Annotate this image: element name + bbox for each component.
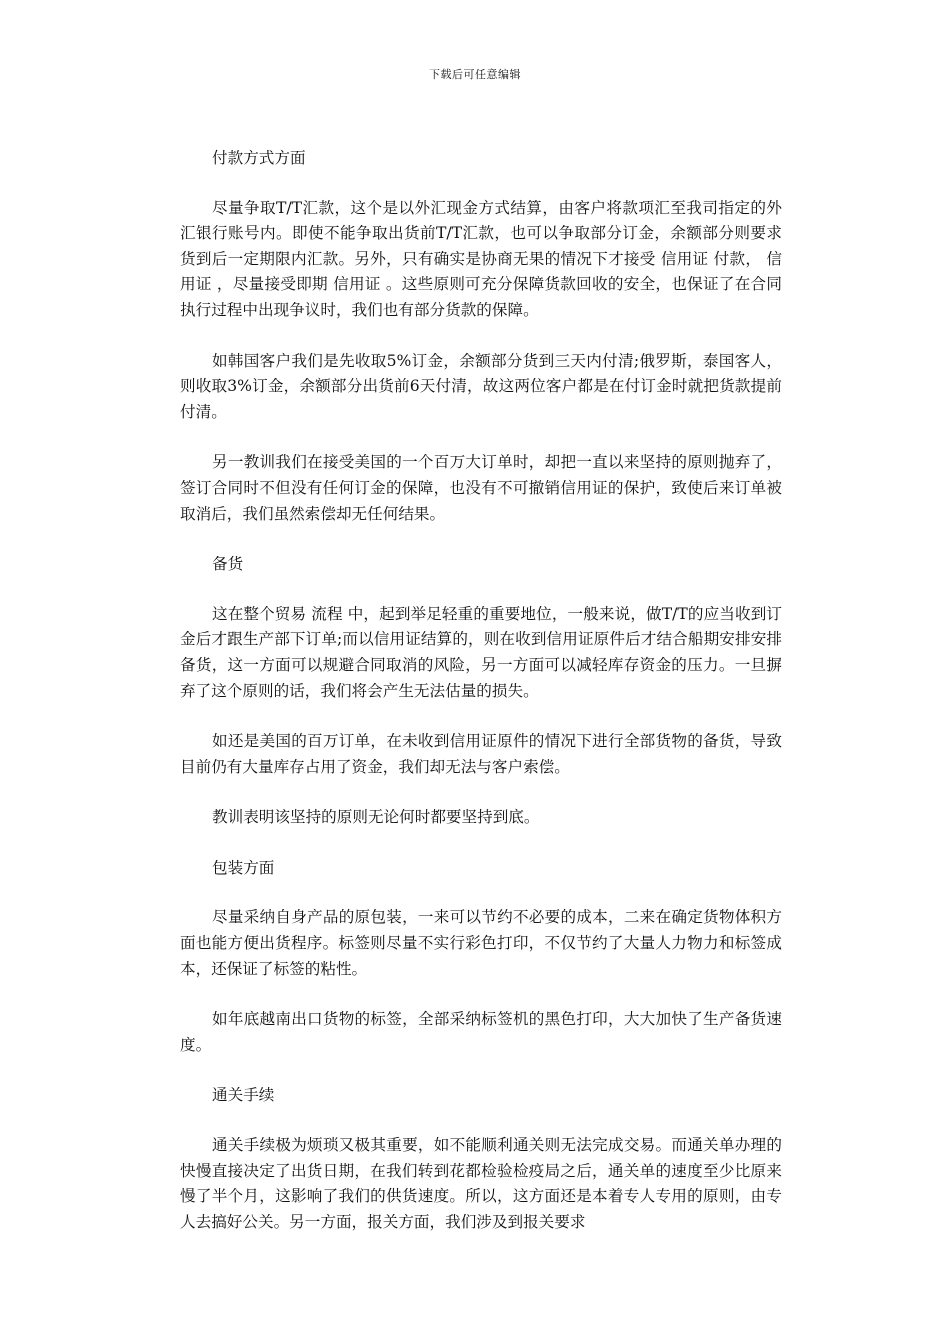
paragraph: 另一教训我们在接受美国的一个百万大订单时，却把一直以来坚持的原则抛弃了，签订合同时不但没有任何订金的保障，也没有不可撤销信用证的保护，致使后来订单被取消后，我们虽然索偿却无任何结果。 <box>180 453 782 523</box>
paragraph: 尽量争取T/T汇款，这个是以外汇现金方式结算，由客户将款项汇至我司指定的外汇银行账号内。即使不能争取出货前T/T汇款，也可以争取部分订金，余额部分则要求货到后一定期限内汇款。另外，只有确实是协商无果的情况下才接受 信用证 付款， 信用证 ，尽量接受即期 信用证 。这些原则可充分保障货款回收的安全，也保证了在合同执行过程中出现争议时，我们也有部分货款的保障。 <box>180 198 782 319</box>
paragraph: 如还是美国的百万订单，在未收到信用证原件的情况下进行全部货物的备货，导致目前仍有大量库存占用了资金，我们却无法与客户索偿。 <box>180 732 782 776</box>
paragraph: 如年底越南出口货物的标签，全部采纳标签机的黑色打印，大大加快了生产备货速度。 <box>180 1010 782 1054</box>
section-heading-packaging: 包装方面 <box>212 858 275 877</box>
section-heading-stock: 备货 <box>212 555 244 574</box>
section-heading-payment: 付款方式方面 <box>212 149 306 167</box>
document-body <box>180 146 782 1260</box>
paragraph: 教训表明该坚持的原则无论何时都要坚持到底。 <box>212 808 540 827</box>
paragraph: 通关手续极为烦琐又极其重要，如不能顺利通关则无法完成交易。而通关单办理的快慢直接决定了出货日期，在我们转到花都检验检疫局之后，通关单的速度至少比原来慢了半个月，这影响了我们的供货速度。所以，这方面还是本着专人专用的原则，由专人去搞好公关。另一方面，报关方面，我们涉及到报关要求 <box>180 1136 782 1231</box>
section-heading-customs: 通关手续 <box>212 1086 275 1105</box>
paragraph: 这在整个贸易 流程 中，起到举足轻重的重要地位，一般来说，做T/T的应当收到订金后才跟生产部下订单;而以信用证结算的，则在收到信用证原件后才结合船期安排安排备货，这一方面可以规避合同取消的风险，另一方面可以减轻库存资金的压力。一旦摒弃了这个原则的话，我们将会产生无法估量的损失。 <box>180 604 782 700</box>
paragraph: 如韩国客户我们是先收取5%订金，余额部分货到三天内付清;俄罗斯，泰国客人，则收取3%订金，余额部分出货前6天付清，故这两位客户都是在付订金时就把货款提前付清。 <box>180 351 782 421</box>
paragraph: 尽量采纳自身产品的原包装，一来可以节约不必要的成本，二来在确定货物体积方面也能方便出货程序。标签则尽量不实行彩色打印，不仅节约了大量人力物力和标签成本，还保证了标签的粘性。 <box>180 908 782 978</box>
header-note: 下载后可任意编辑 <box>429 68 521 81</box>
